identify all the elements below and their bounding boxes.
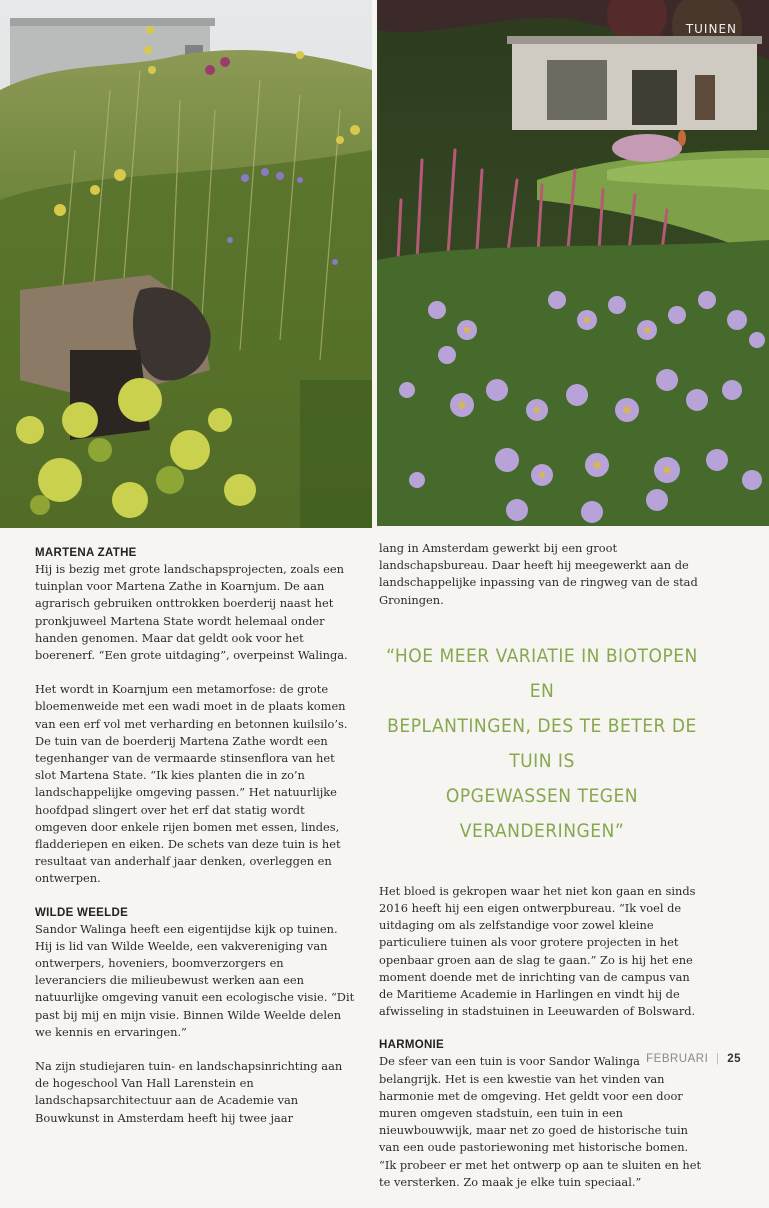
footer-separator: | bbox=[716, 1053, 720, 1065]
paragraph-intro: lang in Amsterdam gewerkt bij een groot landschapsbureau. Daar heeft hij meegewerkt aan de landschappelijke inpassing van de ringweg van de stad Groningen. bbox=[379, 541, 698, 607]
paragraph: Het bloed is gekropen waar het niet kon gaan en sinds 2016 heeft hij een eigen ontwerpbureau. “Ik voel de uitdaging om als zelfstandige voor zowel kleine particuliere tuinen als voor grotere projecten in het openbaar groen aan de slag te gaan.” Zo is hij het ene moment doende met de inrichting van de campus van de Maritieme Academie in Harlingen en vindt hij de afwisseling in stadstuinen in Leeuwarden of Bolsward. bbox=[379, 883, 696, 1019]
paragraph: De sfeer van een tuin is voor Sandor Walinga belangrijk. Het is een kwestie van het vinden van harmonie met de omgeving. Het geldt voor een door muren omgeven stadstuin, een tuin in een nieuwbouwwijk, maar net zo goed de historische tuin van een oude pastoriewoning met historische bomen. “Ik probeer er met het ontwerp op aan te sluiten en het te versterken. Zo maak je elke tuin speciaal.” bbox=[379, 1054, 702, 1189]
section-heading-martena-zathe: MARTENA ZATHE bbox=[35, 547, 137, 559]
paragraph: Sandor Walinga heeft een eigentijdse kijk op tuinen. Hij is lid van Wilde Weelde, een vakvereniging van ontwerpers, hoveniers, boomverzorgers en leveranciers die milieubewust werken aan een natuurlijke omgeving vanuit een ecologische visie. “Dit past bij mij en mijn visie. Binnen Wilde Weelde delen we kennis en ervaringen.” bbox=[35, 921, 355, 1039]
paragraph: Het wordt in Koarnjum een metamorfose: de grote bloemenweide met een wadi moet in de plaats komen van een erf vol met verharding en betonnen kuilsilo’s. De tuin van de boerderij Martena Zathe wordt een tegenhanger van de vermaarde stinsenflora van het slot Martena State. “Ik kies planten die in zo’n landschappelijke omgeving passen.” Het natuurlijke hoofdpad slingert over het erf dat statig wordt omgeven door enkele rijen bomen met essen, lindes, fladderiepen en eiken. De schets van deze tuin is het resultaat van anderhalf jaar denken, overleggen en ontwerpen. bbox=[35, 682, 348, 886]
photo-right-image bbox=[377, 0, 769, 526]
page-number: 25 bbox=[727, 1053, 741, 1065]
pull-quote-line: BEPLANTINGEN, DES TE BETER DE TUIN IS bbox=[387, 714, 697, 772]
section-label: TUINEN bbox=[685, 22, 737, 36]
pull-quote bbox=[379, 639, 705, 849]
paragraph: Na zijn studiejaren tuin- en landschapsinrichting aan de hogeschool Van Hall Larenstein en landschapsarchitectuur aan de Academie van Bouwkunst in Amsterdam heeft hij twee jaar bbox=[35, 1059, 343, 1125]
photo-right-garden bbox=[377, 0, 769, 526]
section-heading-wilde-weelde: WILDE WEELDE bbox=[35, 906, 129, 919]
pull-quote-line: “HOE MEER VARIATIE IN BIOTOPEN EN bbox=[386, 644, 698, 702]
photo-left-garden bbox=[0, 0, 372, 528]
paragraph: Hij is bezig met grote landschapsprojecten, zoals een tuinplan voor Martena Zathe in Koarnjum. De aan agrarisch gebruiken onttrokken boerderij naast het pronkjuweel Martena State wordt helemaal onder handen genomen. Maar dat geldt ook voor het boerenerf. “Een grote uitdaging”, overpeinst Walinga. bbox=[35, 562, 348, 663]
article-column-left bbox=[35, 545, 355, 1144]
pull-quote-line: OPGEWASSEN TEGEN VERANDERINGEN” bbox=[445, 784, 639, 842]
page-footer bbox=[646, 1053, 741, 1065]
photo-left-image bbox=[0, 0, 372, 528]
section-heading-harmonie: HARMONIE bbox=[379, 1039, 445, 1052]
article-column-right bbox=[379, 540, 705, 1208]
footer-month: FEBRUARI bbox=[646, 1053, 709, 1065]
